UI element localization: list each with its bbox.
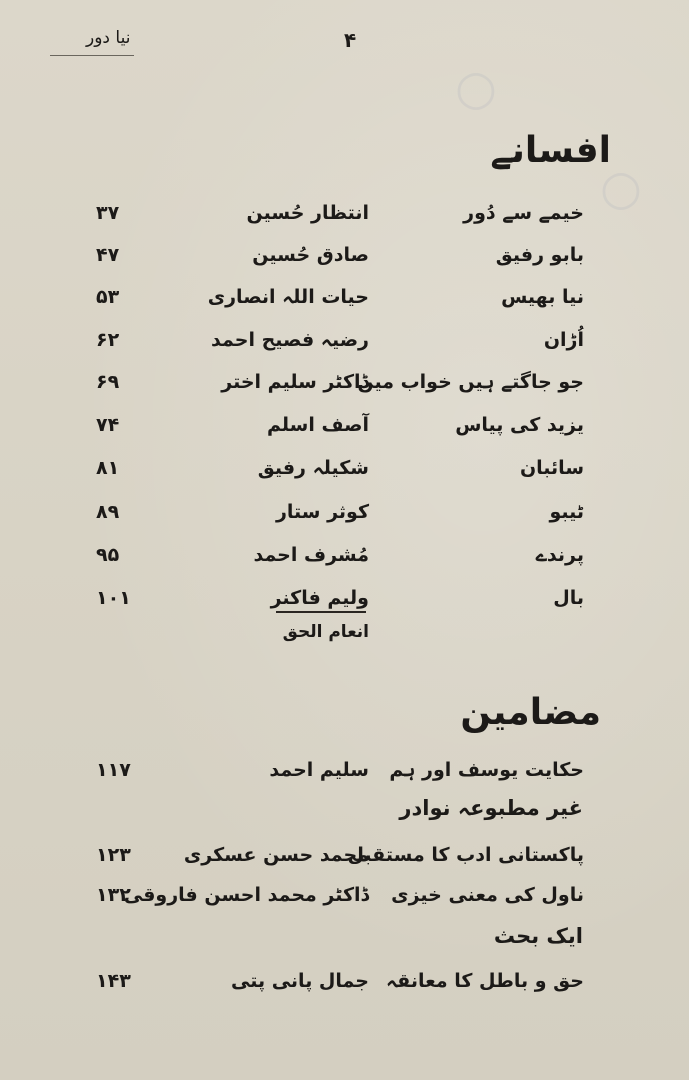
toc-page: ۷۴ [96,414,120,436]
toc-page: ۱۳۲ [96,884,131,906]
toc-author: آصف اسلم [267,414,369,436]
toc-row[interactable] [0,410,689,444]
toc-title: حق و باطل کا معانقہ [386,970,584,992]
toc-author: محمد حسن عسکری [183,844,369,866]
toc-author: ولیم فاکنر [270,587,369,609]
toc-title: نیا بھیس [501,286,584,308]
toc-page: ۳۷ [96,202,120,224]
toc-page: ۸۹ [96,501,120,523]
toc-row[interactable] [0,198,689,232]
toc-row[interactable] [0,755,689,789]
toc-title: خیمے سے دُور [463,202,584,224]
toc-page: ۵۳ [96,286,120,308]
toc-row[interactable] [0,880,689,914]
toc-author: انتظار حُسین [246,202,369,224]
bleed-through-mark: ○ [600,160,642,216]
toc-page: ۶۹ [96,371,120,393]
section-heading-fiction: افسانے [490,130,611,171]
toc-title: اُڑان [543,329,584,351]
toc-row[interactable] [0,282,689,316]
toc-title: بابو رفیق [495,244,584,266]
translator-divider [276,611,366,613]
toc-row[interactable] [0,966,689,1000]
toc-page: ۱۲۳ [96,844,131,866]
toc-title: سائبان [519,457,584,479]
toc-page: ۴۷ [96,244,120,266]
toc-author: ڈاکٹر محمد احسن فاروقی [123,884,369,906]
toc-row[interactable] [0,240,689,274]
toc-page: ۹۵ [96,544,120,566]
translator-name: انعام الحق [282,622,369,642]
toc-author: سلیم احمد [269,759,369,781]
subheading-unpublished: غیر مطبوعہ نوادر [399,796,583,820]
toc-row[interactable] [0,497,689,531]
toc-title: ناول کی معنی خیزی [391,884,584,906]
toc-author: جمال پانی پتی [230,970,369,992]
toc-row[interactable] [0,367,689,401]
subheading-debate: ایک بحث [493,924,583,948]
toc-title: ٹیبو [549,501,584,523]
toc-row[interactable] [0,540,689,574]
page-number: ۴ [344,28,357,52]
toc-title: یزید کی پیاس [455,414,584,436]
toc-author: شکیلہ رفیق [257,457,369,479]
toc-row[interactable] [0,840,689,874]
toc-page: ۱۴۳ [96,970,131,992]
toc-page: ۶۲ [96,329,120,351]
bleed-through-mark: ○ [455,60,497,116]
toc-title: بال [553,587,584,609]
toc-author: ڈاکٹر سلیم اختر [221,371,369,393]
toc-author: رضیہ فصیح احمد [211,329,369,351]
section-heading-essays: مضامین [460,692,601,733]
toc-title: جو جاگتے ہیں خواب میں [357,371,584,393]
toc-author: کوثر ستار [275,501,369,523]
toc-title: حکایت یوسف اور ہم [389,759,584,781]
toc-author: صادق حُسین [252,244,369,266]
magazine-name: نیا دور [86,28,131,48]
toc-author: مُشرف احمد [253,544,369,566]
toc-row[interactable] [0,453,689,487]
toc-page: ۸۱ [96,457,120,479]
toc-page: ۱۰۱ [96,587,131,609]
header-rule [50,55,134,56]
toc-page: ۱۱۷ [96,759,131,781]
toc-author: حیات اللہ انصاری [207,286,369,308]
toc-row[interactable] [0,325,689,359]
toc-title: پاکستانی ادب کا مستقبل [347,844,584,866]
toc-title: پرندے [535,544,584,566]
